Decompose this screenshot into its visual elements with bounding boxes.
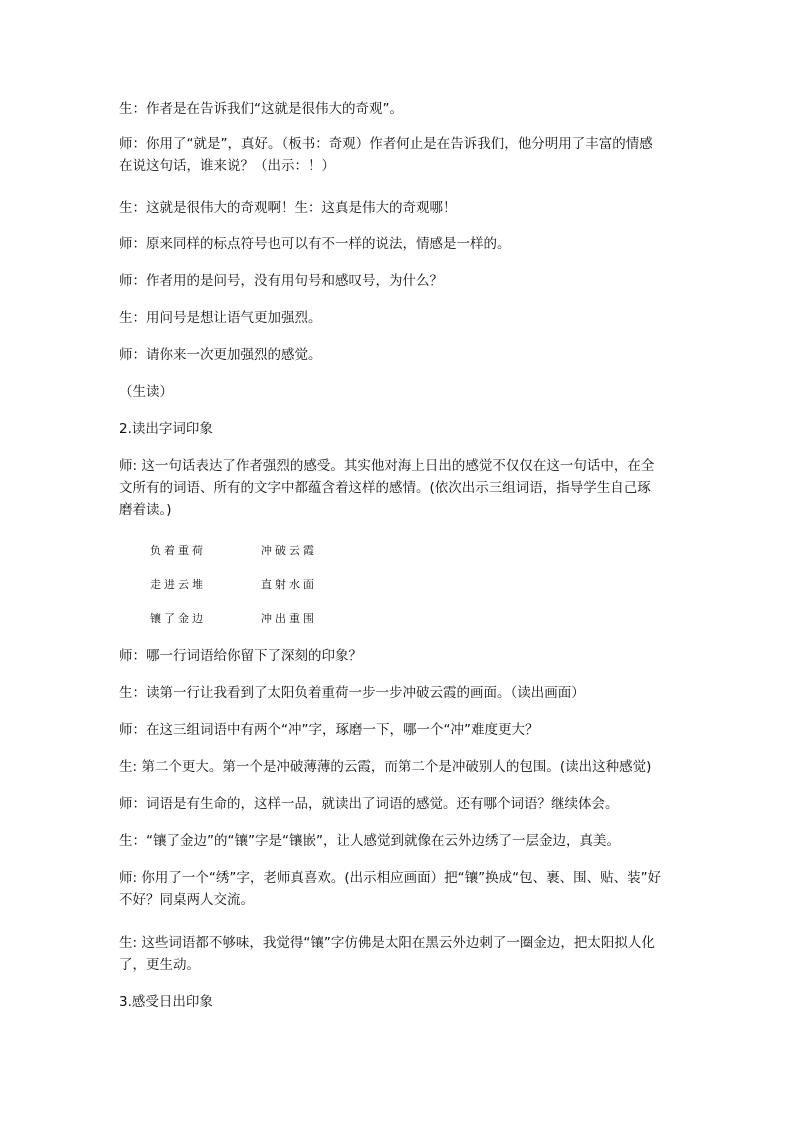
word-group-1-b: 冲破云霞 xyxy=(261,544,317,557)
paragraph-student-reads: （生读） xyxy=(119,384,173,400)
paragraph-teacher-6: 师：哪一行词语给你留下了深刻的印象？ xyxy=(119,648,362,664)
paragraph-student-answer-5: 生: 第二个更大。第一个是冲破薄薄的云霞，而第二个是冲破别人的包围。(读出这种感觉) xyxy=(119,759,652,775)
paragraph-student-answer-7-line2: 了，更生动。 xyxy=(119,957,200,973)
paragraph-teacher-9-line2: 不好？同桌两人交流。 xyxy=(119,892,254,908)
paragraph-teacher-5-line1: 师: 这一句话表达了作者强烈的感受。其实他对海上日出的感觉不仅仅在这一句话中，在全 xyxy=(119,458,655,474)
word-group-2-b: 直射水面 xyxy=(261,578,317,591)
paragraph-student-answer-3: 生：用问号是想让语气更加强烈。 xyxy=(119,310,322,326)
word-group-2-a: 走进云堆 xyxy=(150,578,206,591)
paragraph-teacher-1-line1: 师：你用了“就是”，真好。（板书：奇观）作者何止是在告诉我们，他分明用了丰富的情感 xyxy=(119,136,653,152)
paragraph-teacher-2: 师：原来同样的标点符号也可以有不一样的说法，情感是一样的。 xyxy=(119,236,511,252)
word-group-3-a: 镶了金边 xyxy=(150,612,206,625)
paragraph-student-answer-1: 生：作者是在告诉我们“这就是很伟大的奇观”。 xyxy=(119,101,403,117)
paragraph-teacher-8: 师：词语是有生命的，这样一品，就读出了词语的感觉。还有哪个词语？继续体会。 xyxy=(119,796,619,812)
paragraph-teacher-3: 师：作者用的是问号，没有用句号和感叹号，为什么？ xyxy=(119,273,443,289)
paragraph-teacher-9-line1: 师: 你用了一个“绣”字，老师真喜欢。(出示相应画面）把“镶”换成“包、裹、围、贴、装”好 xyxy=(119,870,662,886)
paragraph-teacher-5-line3: 磨着读。) xyxy=(119,502,172,518)
paragraph-student-answer-6: 生：“镶了金边”的“镶”字是“镶嵌”，让人感觉到就像在云外边绣了一层金边，真美。 xyxy=(119,833,620,849)
section-heading-2: 2.读出字词印象 xyxy=(119,421,213,437)
paragraph-student-answer-4: 生：读第一行让我看到了太阳负着重荷一步一步冲破云霞的画面。（读出画面） xyxy=(119,685,585,701)
paragraph-student-answer-2: 生：这就是很伟大的奇观啊！生：这真是伟大的奇观哪！ xyxy=(119,200,457,216)
section-heading-3: 3.感受日出印象 xyxy=(119,994,213,1010)
paragraph-teacher-5-line2: 文所有的词语、所有的文字中都蕴含着这样的感情。(依次出示三组词语，指导学生自己琢 xyxy=(119,480,651,496)
word-group-3-b: 冲出重围 xyxy=(261,612,317,625)
word-group-1-a: 负着重荷 xyxy=(150,544,206,557)
paragraph-student-answer-7-line1: 生: 这些词语都不够味，我觉得“镶”字仿佛是太阳在黑云外边刺了一圈金边，把太阳拟人化 xyxy=(119,935,655,951)
paragraph-teacher-1-line2: 在说这句话，谁来说？（出示：！） xyxy=(119,158,335,174)
paragraph-teacher-4: 师：请你来一次更加强烈的感觉。 xyxy=(119,347,322,363)
paragraph-teacher-7: 师：在这三组词语中有两个“冲”字，琢磨一下，哪一个“冲”难度更大？ xyxy=(119,722,539,738)
